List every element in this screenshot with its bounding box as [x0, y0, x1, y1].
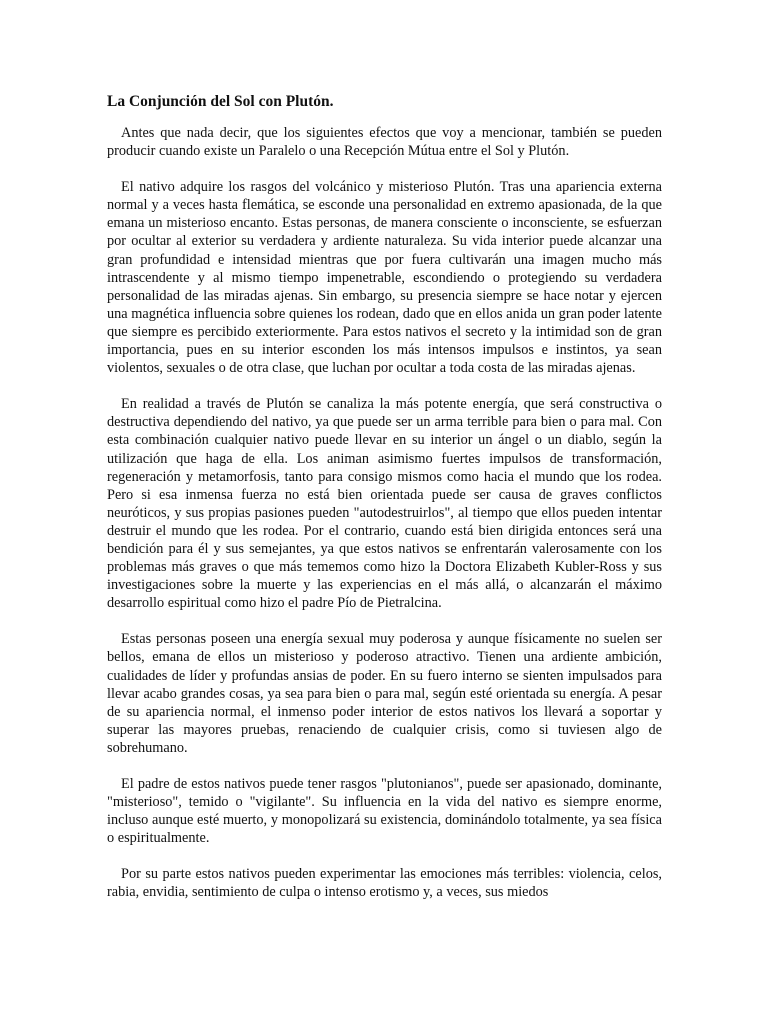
paragraph-energy: En realidad a través de Plutón se canaliza la más potente energía, que será constructiva o destructiva dependiendo del nativo, ya que puede ser un arma terrible para bien o para mal. Con esta combinación cualquier nativo puede llevar en su interior un ángel o un diablo, según la utilización que haga de ella. Los animan asimismo fuertes impulsos de transformación, regeneración y metamorfosis, tanto para consigo mismos como hacia el mundo que los rodea. Pero si esa inmensa fuerza no está bien orientada puede ser causa de graves conflictos neuróticos, y sus propias pasiones pueden "autodestruirlos", al tiempo que ellos pueden intentar destruir el mundo que les rodea. Por el contrario, cuando está bien dirigida entonces será una bendición para él y sus semejantes, ya que estos nativos se enfrentarán valerosamente con los problemas más graves o que más tememos como hizo la Doctora Elizabeth Kubler-Ross y sus investigaciones sobre la muerte y las experiencias en el más allá, o alcanzarán el máximo desarrollo espiritual como hizo el padre Pío de Pietralcina.: [107, 396, 662, 612]
document-page: [107, 92, 662, 902]
paragraph-sexuality: Estas personas poseen una energía sexual muy poderosa y aunque físicamente no suelen ser bellos, emana de ellos un misterioso y poderoso atractivo. Tienen una ardiente ambición, cualidades de líder y profundas ansias de poder. En su fuero interno se sienten impulsados para llevar acabo grandes cosas, ya sea para bien o para mal, según esté orientada su energía. A pesar de su apariencia normal, el inmenso poder interior de estos nativos los llevará a soportar y superar las mayores pruebas, renaciendo de cualquier crisis, como si tuviesen algo de sobrehumano.: [107, 631, 662, 756]
document-title: La Conjunción del Sol con Plutón.: [107, 93, 334, 110]
paragraph-emotions: Por su parte estos nativos pueden experimentar las emociones más terribles: violencia, celos, rabia, envidia, sentimiento de culpa o intenso erotismo y, a veces, sus miedos: [107, 866, 662, 901]
paragraph-intro: Antes que nada decir, que los siguientes efectos que voy a mencionar, también se pueden producir cuando existe un Paralelo o una Recepción Mútua entre el Sol y Plutón.: [107, 125, 662, 160]
paragraph-nature: El nativo adquire los rasgos del volcánico y misterioso Plutón. Tras una apariencia externa normal y a veces hasta flemática, se esconde una personalidad en extremo apasionada, de la que emana un misterioso encanto. Estas personas, de manera consciente o inconsciente, se esfuerzan por ocultar al exterior su verdadera y ardiente naturaleza. Su vida interior puede alcanzar una gran profundidad e intensidad mientras que por fuera cultivarán una imagen mucho más intrascendente y al mismo tiempo impenetrable, escondiendo o protegiendo su verdadera personalidad de las miradas ajenas. Sin embargo, su presencia siempre se hace notar y ejercen una magnética influencia sobre quienes los rodean, dado que en ellos anida un gran poder latente que siempre es percibido exteriormente. Para estos nativos el secreto y la intimidad son de gran importancia, pues en su interior esconden los más intensos impulsos e instintos, ya sean violentos, sexuales o de otra clase, que luchan por ocultar a toda costa de las miradas ajenas.: [107, 179, 662, 377]
paragraph-father: El padre de estos nativos puede tener rasgos "plutonianos", puede ser apasionado, dominante, "misterioso", temido o "vigilante". Su influencia en la vida del nativo es siempre enorme, incluso aunque esté muerto, y monopolizará su existencia, dominándolo totalmente, ya sea física o espiritualmente.: [107, 776, 662, 847]
